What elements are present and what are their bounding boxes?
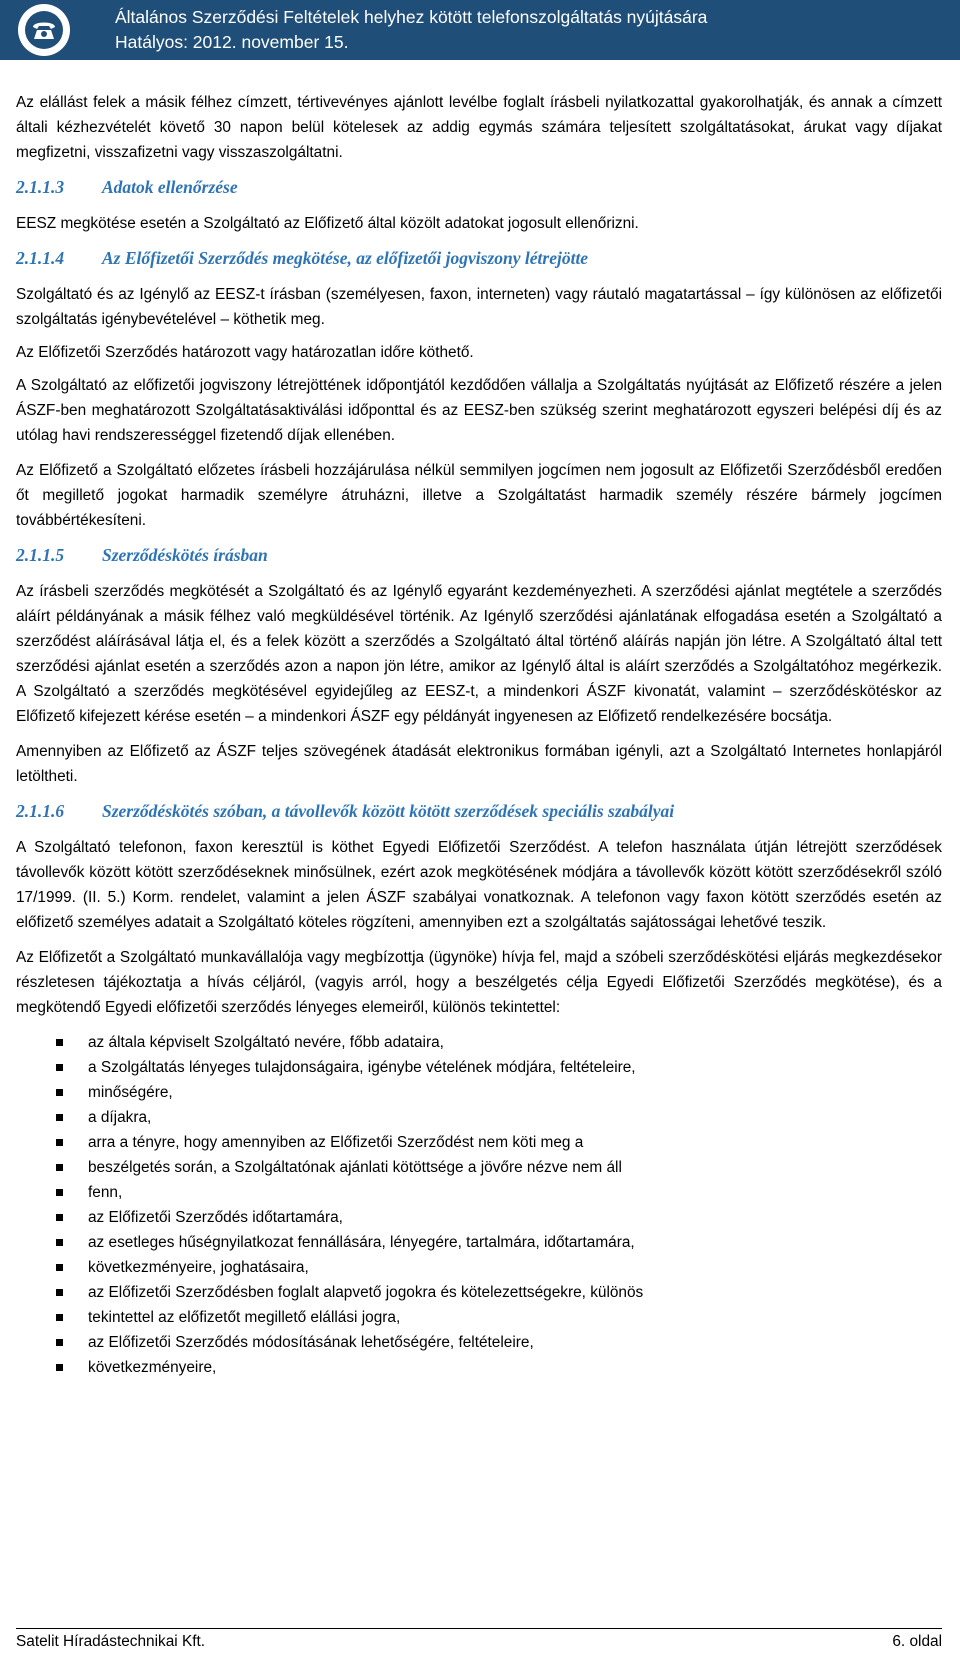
page-header	[0, 0, 960, 60]
section-number: 2.1.1.5	[16, 545, 65, 565]
list-item: az általa képviselt Szolgáltató nevére, főbb adataira,	[56, 1030, 942, 1055]
bullet-square-icon	[56, 1289, 63, 1296]
list-item: az Előfizetői Szerződésben foglalt alapvető jogokra és kötelezettségekre, különös	[56, 1280, 942, 1305]
bullet-list	[16, 1030, 942, 1380]
paragraph: EESZ megkötése esetén a Szolgáltató az Előfizető által közölt adatokat jogosult ellenőrizni.	[16, 215, 639, 232]
bullet-square-icon	[56, 1214, 63, 1221]
paragraph: Amennyiben az Előfizető az ÁSZF teljes szövegének átadását elektronikus formában igényli, azt a Szolgáltató Internetes honlapjáról letöltheti.	[16, 743, 942, 785]
footer-divider	[16, 1628, 942, 1629]
bullet-square-icon	[56, 1089, 63, 1096]
section-heading-2-1-1-4	[16, 246, 942, 270]
list-item: az esetleges hűségnyilatkozat fennállására, lényegére, tartalmára, időtartamára,	[56, 1230, 942, 1255]
section-title: Szerződéskötés írásban	[102, 545, 268, 565]
list-item: következményeire,	[56, 1355, 942, 1380]
paragraph: A Szolgáltató telefonon, faxon keresztül is köthet Egyedi Előfizetői Szerződést. A telefon használata útján létrejött szerződések távollevők között kötött szerződéseknek minősülnek, ezért azok megkötésének módjára a távollevők között kötött szerződésekről szóló 17/1999. (II. 5.) Korm. rendelet, valamint a jelen ÁSZF szabályai vonatkoznak. A telefonon vagy faxon kötött szerződés esetén az előfizető személyes adatait a Szolgáltató köteles rögzíteni, amennyiben ezt a szolgáltatás sajátosságai lehetővé teszik.	[16, 839, 942, 931]
footer-page-number: 6. oldal	[892, 1633, 942, 1650]
paragraph: Az Előfizetőt a Szolgáltató munkavállalója vagy megbízottja (ügynöke) hívja fel, majd a szóbeli szerződéskötési eljárás megkezdésekor részletesen tájékoztatja a hívás céljáról, (vagyis arról, hogy a beszélgetés célja Egyedi Előfizetői Szerződés megkötése), és a megkötendő Egyedi előfizetői szerződés lényeges elemeiről, különös tekintettel:	[16, 949, 942, 1016]
list-item: arra a tényre, hogy amennyiben az Előfizetői Szerződést nem köti meg a	[56, 1130, 942, 1155]
section-heading-2-1-1-6	[16, 799, 942, 823]
document-body	[16, 90, 942, 1380]
bullet-square-icon	[56, 1339, 63, 1346]
section-title: Adatok ellenőrzése	[102, 177, 238, 197]
list-item: a Szolgáltatás lényeges tulajdonságaira, igénybe vételének módjára, feltételeire,	[56, 1055, 942, 1080]
paragraph: Az Előfizető a Szolgáltató előzetes írásbeli hozzájárulása nélkül semmilyen jogcímen nem jogosult az Előfizetői Szerződésből eredően őt megillető jogokat harmadik személyre átruházni, illetve a Szolgáltatást harmadik személy részére bármely jogcímen továbbértékesíteni.	[16, 462, 942, 529]
bullet-square-icon	[56, 1364, 63, 1371]
section-number: 2.1.1.3	[16, 177, 65, 197]
paragraph: A Szolgáltató az előfizetői jogviszony létrejöttének időpontjától kezdődően vállalja a Szolgáltatás nyújtását az Előfizető részére a jelen ÁSZF-ben meghatározott Szolgáltatásaktiválási időponttal és az EESZ-ben szükség szerint meghatározott egyszeri belépési díj és az utólag havi rendszerességgel fizetendő díjak ellenében.	[16, 377, 942, 444]
bullet-square-icon	[56, 1314, 63, 1321]
list-item: a díjakra,	[56, 1105, 942, 1130]
section-heading-2-1-1-5	[16, 543, 942, 567]
list-item: az Előfizetői Szerződés időtartamára,	[56, 1205, 942, 1230]
list-item: az Előfizetői Szerződés módosításának lehetőségére, feltételeire,	[56, 1330, 942, 1355]
bullet-square-icon	[56, 1114, 63, 1121]
list-item: fenn,	[56, 1180, 942, 1205]
bullet-square-icon	[56, 1189, 63, 1196]
section-number: 2.1.1.6	[16, 801, 65, 821]
bullet-square-icon	[56, 1239, 63, 1246]
effective-date: Hatályos: 2012. november 15.	[115, 32, 349, 52]
bullet-square-icon	[56, 1064, 63, 1071]
footer-company: Satelit Híradástechnikai Kft.	[16, 1633, 206, 1650]
list-item: minőségére,	[56, 1080, 942, 1105]
section-title: Szerződéskötés szóban, a távollevők között kötött szerződések speciális szabályai	[102, 801, 675, 821]
bullet-square-icon	[56, 1164, 63, 1171]
paragraph: Az elállást felek a másik félhez címzett, tértivevényes ajánlott levélbe foglalt írásbeli nyilatkozattal gyakorolhatják, és annak a címzett általi kézhezvételét követő 30 napon belül kötelesek az addig egymás számára teljesített szolgáltatásokat, árukat vagy díjakat megfizetni, visszafizetni vagy visszaszolgáltatni.	[16, 94, 942, 161]
paragraph: Az Előfizetői Szerződés határozott vagy határozatlan időre köthető.	[16, 344, 474, 361]
document-title: Általános Szerződési Feltételek helyhez kötött telefonszolgáltatás nyújtására	[115, 7, 708, 27]
bullet-square-icon	[56, 1039, 63, 1046]
telephone-icon	[18, 4, 70, 56]
bullet-square-icon	[56, 1264, 63, 1271]
paragraph: Szolgáltató és az Igénylő az EESZ-t írásban (személyesen, faxon, interneten) vagy ráutaló magatartással – így különösen az előfizetői szolgáltatás igénybevételével – köthetik meg.	[16, 286, 942, 328]
section-title: Az Előfizetői Szerződés megkötése, az előfizetői jogviszony létrejötte	[102, 248, 589, 268]
list-item: tekintettel az előfizetőt megillető elállási jogra,	[56, 1305, 942, 1330]
section-number: 2.1.1.4	[16, 248, 65, 268]
bullet-square-icon	[56, 1139, 63, 1146]
paragraph: Az írásbeli szerződés megkötését a Szolgáltató és az Igénylő egyaránt kezdeményezheti. A szerződési ajánlat megtétele a szerződés aláírt példányának a másik félhez való megküldésével történik. Az Igénylő szerződési ajánlatának elfogadása esetén a Szolgáltató a szerződést aláírásával látja el, és a felek között a szerződés a Szolgáltató által történő aláírás napján jön létre. A Szolgáltató által tett szerződési ajánlat esetén a szerződés azon a napon jön létre, amikor az Igénylő által is aláírt szerződés a Szolgáltatóhoz megérkezik. A Szolgáltató a szerződés megkötésével egyidejűleg az EESZ-t, a mindenkori ÁSZF kivonatát, valamint – szerződéskötéskor az Előfizető kifejezett kérése esetén – a mindenkori ÁSZF egy példányát ingyenesen az Előfizető rendelkezésére bocsátja.	[16, 583, 942, 725]
list-item: beszélgetés során, a Szolgáltatónak ajánlati kötöttsége a jövőre nézve nem áll	[56, 1155, 942, 1180]
list-item: következményeire, joghatásaira,	[56, 1255, 942, 1280]
section-heading-2-1-1-3	[16, 175, 942, 199]
